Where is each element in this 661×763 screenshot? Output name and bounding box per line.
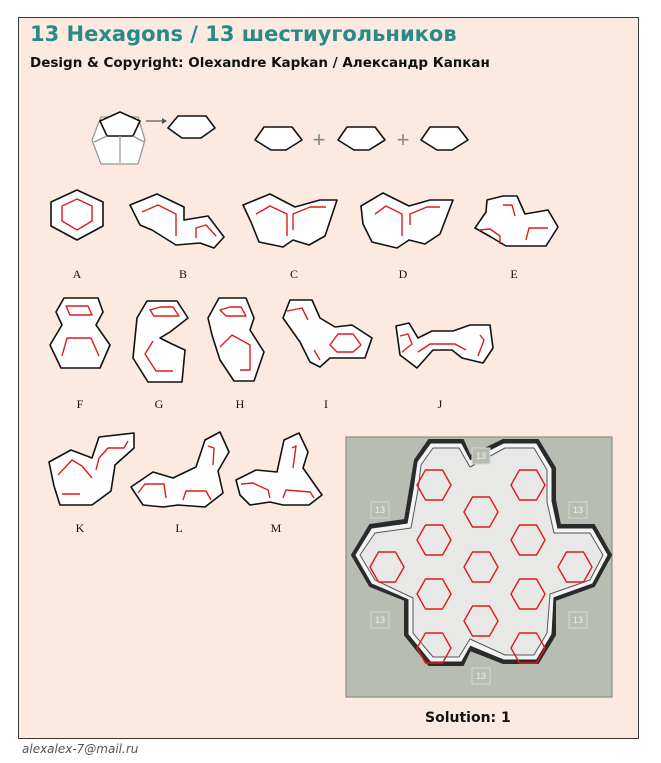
page-subtitle: Design & Copyright: Olexandre Kapkan / Александр Капкан (30, 55, 490, 71)
svg-text:13: 13 (572, 615, 584, 625)
piece-H (208, 298, 264, 381)
badge-upper-right (569, 502, 587, 518)
piece-I (283, 300, 372, 367)
label-L: L (175, 521, 183, 535)
label-J: J (437, 397, 443, 411)
piece-B (130, 194, 224, 248)
label-F: F (76, 397, 84, 411)
piece-C (243, 194, 337, 247)
badge-top (472, 448, 490, 464)
piece-A (51, 190, 103, 240)
badge-lower-right (569, 612, 587, 628)
svg-text:13: 13 (572, 505, 584, 515)
piece-D (361, 193, 453, 248)
piece-L (131, 432, 229, 507)
label-I: I (324, 397, 328, 411)
badge-upper-left (371, 502, 389, 518)
cutting-diagram (92, 112, 215, 164)
label-K: K (75, 521, 85, 535)
svg-text:13: 13 (374, 505, 386, 515)
svg-text:13: 13 (374, 615, 386, 625)
author-email: alexalex-7@mail.ru (22, 742, 139, 756)
svg-text:13: 13 (475, 671, 487, 681)
label-C: C (289, 267, 299, 281)
piece-G (133, 301, 188, 382)
label-B: B (178, 267, 188, 281)
label-A: A (72, 267, 82, 281)
svg-text:+: + (396, 127, 410, 152)
piece-M (236, 433, 322, 505)
label-G: G (154, 397, 164, 411)
badge-bottom (472, 668, 490, 684)
piece-K (49, 433, 134, 505)
label-E: E (510, 267, 518, 281)
label-D: D (398, 267, 408, 281)
badge-lower-left (371, 612, 389, 628)
label-M: M (270, 521, 282, 535)
label-H: H (235, 397, 245, 411)
svg-text:13: 13 (475, 451, 487, 461)
piece-E (475, 196, 558, 246)
piece-F (50, 298, 110, 368)
solution-count: Solution: 1 (425, 710, 511, 726)
pentagon-sum (255, 127, 468, 152)
puzzle-board (346, 437, 612, 697)
svg-text:+: + (312, 127, 326, 152)
page-title: 13 Hexagons / 13 шестиугольников (30, 22, 457, 46)
piece-J (396, 323, 493, 368)
